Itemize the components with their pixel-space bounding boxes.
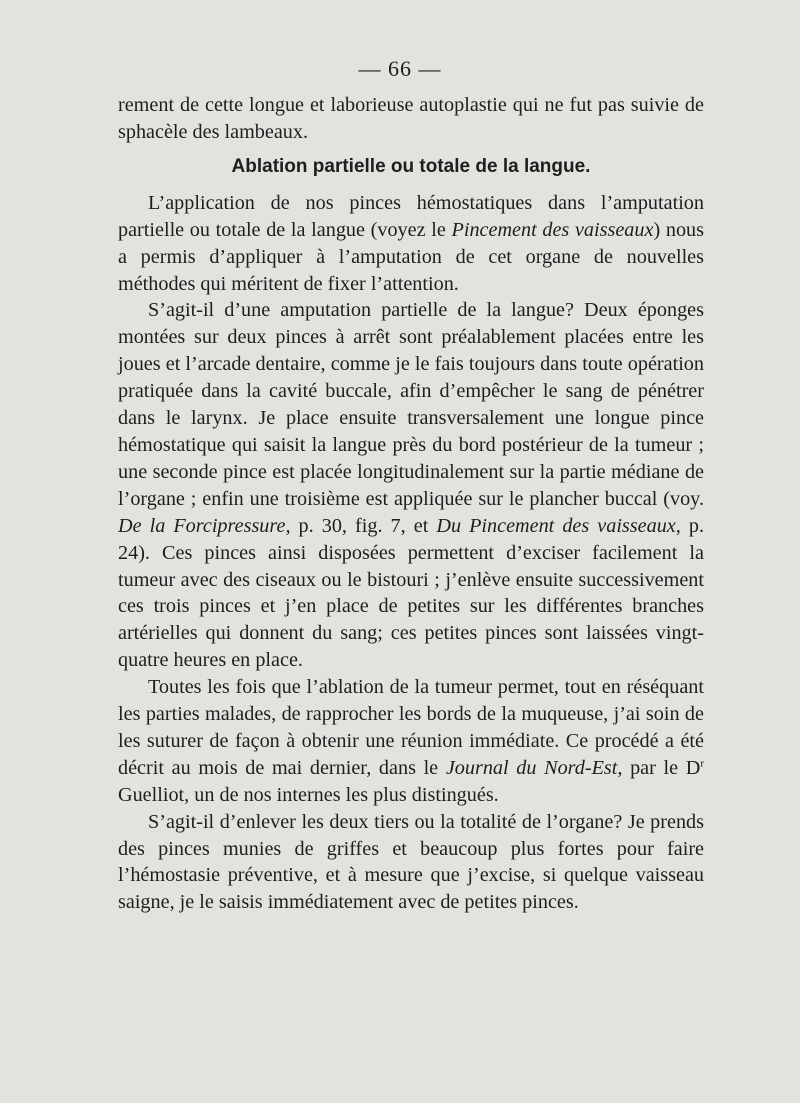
paragraph-text: S’agit-il d’enlever les deux tiers ou la totalité de l’organe? Je prends des pinces munies de griffes et beaucoup plus fortes pour faire l’hémostasie préventive, et à mesure que j’excise, si quelque vaisseau saigne, je le saisis immédiatement avec de petites pinces. <box>118 810 704 914</box>
italic-reference: Du Pincement des vaisseaux, <box>436 514 681 537</box>
paragraph-text: Guelliot, un de nos internes les plus distingués. <box>118 783 499 806</box>
italic-reference: De la Forcipressure, <box>118 514 291 537</box>
paragraph-continuation <box>118 92 704 146</box>
paragraph-1 <box>118 190 704 298</box>
italic-reference: Pincement des vaisseaux <box>451 218 654 241</box>
page-number: — 66 — <box>358 56 442 81</box>
italic-reference: Journal du Nord-Est, <box>445 756 623 779</box>
paragraph-text: ) nous a permis d’appliquer à l’amputation de cet organe de nouvelles méthodes qui méritent de fixer l’attention. <box>118 218 704 295</box>
paragraph-4 <box>118 809 704 917</box>
paragraph-text: L’application de nos pinces hémostatiques dans l’amputation partielle ou totale de la langue (voyez le <box>118 191 704 241</box>
paragraph-text: p. 30, fig. 7, et <box>290 514 437 537</box>
superscript: r <box>700 757 704 770</box>
paragraph-text: rement de cette longue et laborieuse autoplastie qui ne fut pas suivie de sphacèle des lambeaux. <box>118 94 704 143</box>
paragraph-text: par le D <box>622 756 701 779</box>
body-text <box>118 92 704 916</box>
section-heading: Ablation partielle ou totale de la langue. <box>231 155 591 177</box>
paragraph-3 <box>118 674 704 809</box>
paragraph-text: Toutes les fois que l’ablation de la tumeur permet, tout en réséquant les parties malades, de rapprocher les bords de la muqueuse, j’ai soin de les suturer de façon à obtenir une réunion immédiate. Ce procédé a été décrit au mois de mai dernier, dans le <box>118 676 704 779</box>
paragraph-text: S’agit-il d’une amputation partielle de la langue? Deux éponges montées sur deux pinces à arrêt sont préalablement placées entre les joues et l’arcade dentaire, comme je le fais toujours dans toute opération pratiquée dans la cavité buccale, afin d’empêcher le sang de pénétrer dans le larynx. Je place ensuite transversalement une longue pince hémostatique qui saisit la langue près du bord postérieur de la tumeur ; une seconde pince est placée longitudinalement sur la partie médiane de l’organe ; enfin une troisième est appliquée sur le plancher buccal (voy. <box>118 299 704 510</box>
paragraph-2 <box>118 297 704 674</box>
paragraph-text: p. 24). Ces pinces ainsi disposées permettent d’exciser facilement la tumeur avec des ciseaux ou le bistouri ; j’enlève ensuite successivement ces trois pinces et j’en place de petites sur les différentes branches artérielles qui donnent du sang; ces petites pinces sont laissées vingt-quatre heures en place. <box>118 514 704 672</box>
